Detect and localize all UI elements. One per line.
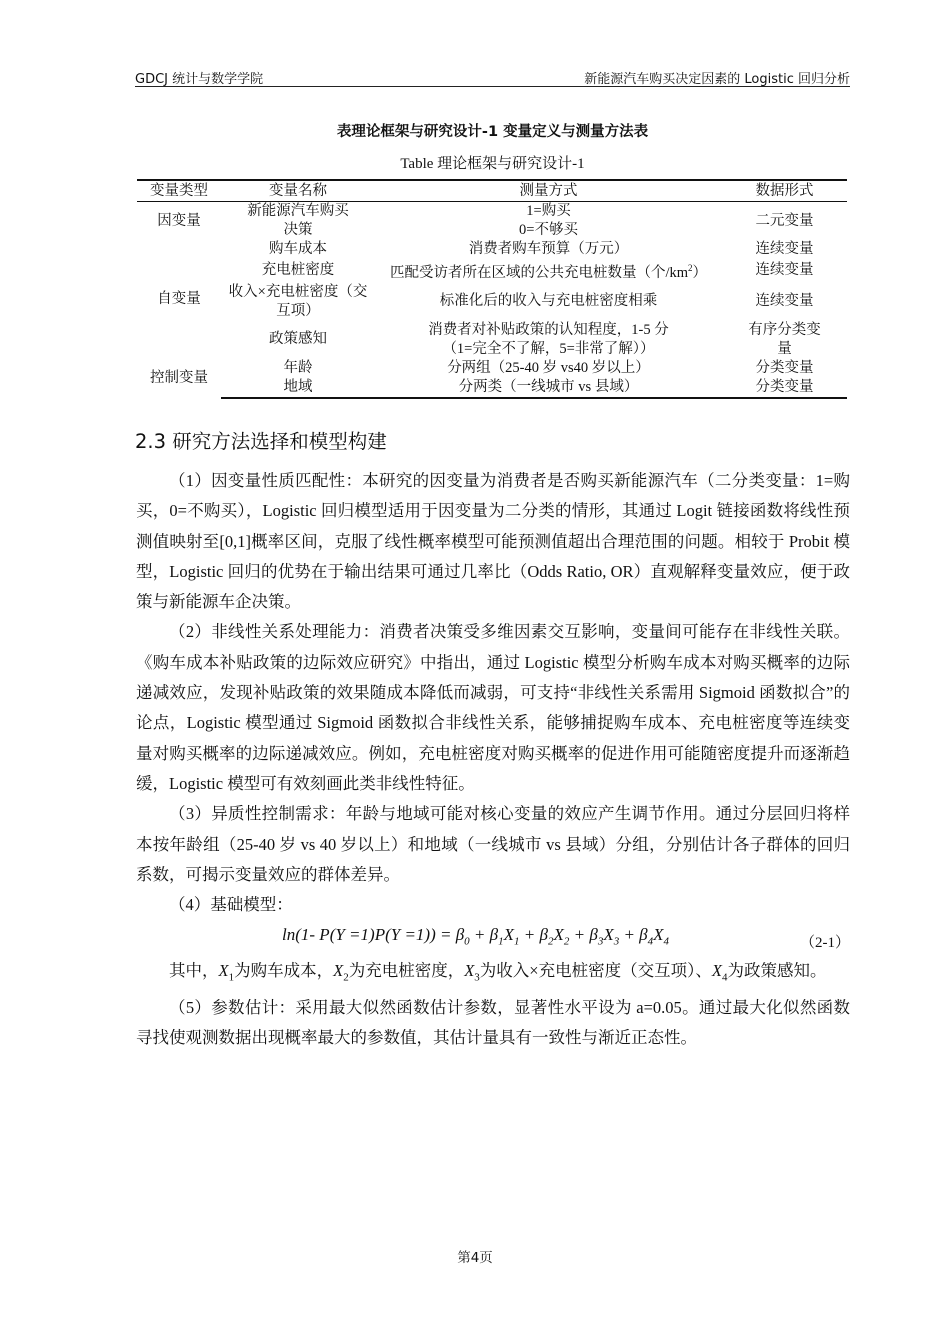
paragraph [136, 956, 850, 993]
variable: X [333, 961, 344, 981]
section-heading: 2.3 研究方法选择和模型构建 [135, 430, 387, 453]
subscript: 3 [474, 971, 480, 984]
text-run: 为收入×充电桩密度（交互项）、 [479, 961, 712, 981]
table-caption-en: Table 理论框架与研究设计-1 [400, 156, 585, 172]
variable: X [218, 961, 229, 981]
variable: X [464, 961, 475, 981]
table-cell: 控制变量 [150, 369, 208, 386]
table-cell [375, 202, 722, 241]
cell-text: 新能源汽车购买决策 [247, 203, 349, 238]
table-cell [221, 202, 375, 241]
table-cell [375, 259, 722, 283]
table-row [137, 283, 847, 321]
table-cell: 地域 [221, 378, 375, 398]
equation-number: （2-1） [800, 935, 850, 952]
eq-term: + β [469, 925, 499, 945]
eq-var: X [503, 925, 515, 945]
subscript: 1 [228, 971, 235, 984]
eq-sub: 3 [613, 935, 620, 948]
eq-sub: 1 [514, 935, 520, 948]
page-header [135, 66, 850, 87]
variable: X [711, 961, 722, 981]
table-header-cell: 数据形式 [722, 180, 847, 202]
table-cell: 分类变量 [755, 359, 814, 376]
paragraph: （1）因变量性质匹配性：本研究的因变量为消费者是否购买新能源汽车（二分类变量：1=购买，0=不购买），Logistic 回归模型适用于因变量为二分类的情形，其通过 Logit 链接函数将线性预测值映射至[0,1]概率区间，克服了线性概率模型可能预测值超出合理范围的问题。相较于 Probit 模型，Logistic 回归的优势在于输出结果可通过几率比（Odds Ratio, OR）直观解释变量效应，便于政策与新能源车企决策。 [136, 471, 850, 612]
table-header-row [137, 180, 847, 202]
table-cell: 充电桩密度 [261, 262, 335, 279]
eq-sub: 3 [597, 935, 604, 948]
table-cell: 因变量 [157, 212, 201, 229]
header-right: 新能源汽车购买决定因素的 Logistic 回归分析 [584, 72, 850, 87]
cell-text: ） [692, 264, 708, 281]
table-cell [375, 321, 722, 359]
variable-table [137, 179, 847, 399]
text-run: 其中， [169, 961, 219, 981]
cell-line: 1=购买 [526, 203, 571, 219]
table-row [137, 202, 847, 241]
eq-var: X [553, 925, 564, 945]
cell-text: 匹配受访者所在区域的公共充电桩数量（个/km [389, 264, 689, 281]
table-cell: 二元变量 [755, 212, 814, 229]
eq-sub: 4 [663, 935, 670, 948]
equation-2-1 [136, 920, 850, 956]
body-text [136, 466, 850, 1054]
table-row [137, 321, 847, 359]
eq-term: + β [519, 925, 548, 945]
subscript: 2 [343, 971, 349, 984]
cell-superscript: 2 [688, 263, 693, 273]
eq-term: + β [619, 925, 648, 945]
eq-ln: ln [282, 925, 296, 945]
cell-line: 0=不够买 [519, 222, 578, 238]
table-header-cell: 测量方式 [375, 180, 722, 202]
paragraph: （4）基础模型： [169, 895, 293, 915]
text-run: 为购车成本， [234, 961, 334, 981]
table-cell: 连续变量 [755, 293, 814, 310]
cell-line: 消费者对补贴政策的认知程度，1-5 分 [428, 321, 669, 338]
paragraph: （3）异质性控制需求：年龄与地域可能对核心变量的效应产生调节作用。通过分层回归将样本按年龄组（25-40 岁 vs 40 岁以上）和地域（一线城市 vs 县域）分组，分别估计各子群体的回归系数，可揭示变量效应的群体差异。 [136, 804, 850, 884]
paragraph: （2）非线性关系处理能力：消费者决策受多维因素交互影响，变量间可能存在非线性关联。《购车成本补贴政策的边际效应研究》中指出，通过 Logistic 模型分析购车成本对购买概率的边际递减效应，发现补贴政策的效果随成本降低而减弱，可支持“非线性关系需用 Sigmoid 函数拟合”的论点，Logistic 模型通过 Sigmoid 函数拟合非线性关系，能够捕捉购车成本、充电桩密度等连续变量对购买概率的边际递减效应。例如，充电桩密度对购买概率的促进作用可能随密度提升而逐渐趋缓，Logistic 模型可有效刻画此类非线性特征。 [136, 622, 850, 793]
eq-sub: 0 [464, 935, 470, 948]
eq-sub: 2 [563, 935, 570, 948]
table-cell: 连续变量 [755, 262, 814, 279]
table-cell: 购车成本 [269, 241, 327, 257]
cell-text: 收入×充电桩密度（交互项） [228, 283, 368, 319]
table-row [137, 359, 847, 378]
table-cell: 分类变量 [722, 378, 847, 398]
table-cell: 消费者购车预算（万元） [468, 241, 629, 257]
page-number: 第4页 [457, 1250, 493, 1266]
table-cell [722, 321, 847, 359]
text-run: 为政策感知。 [727, 961, 827, 981]
table-header-cell: 变量类型 [137, 180, 221, 202]
cell-line: （1=完全不了解，5=非常了解）） [442, 340, 655, 357]
eq-term: + β [569, 925, 598, 945]
table-cell: 分两类（一线城市 vs 县域） [375, 378, 722, 398]
text-run: 为充电桩密度， [348, 961, 465, 981]
table-cell: 连续变量 [755, 241, 814, 257]
table-cell: 自变量 [157, 290, 201, 307]
equation-formula [282, 920, 669, 956]
table-header-cell: 变量名称 [221, 180, 375, 202]
paragraph: （5）参数估计：采用最大似然函数估计参数，显著性水平设为 a=0.05。通过最大化似然函数寻找使观测数据出现概率最大的参数值，其估计量具有一致性与渐近正态性。 [136, 998, 850, 1048]
cell-text: 有序分类变量 [748, 321, 821, 357]
table-caption-cn: 表理论框架与研究设计-1 变量定义与测量方法表 [336, 124, 649, 140]
subscript: 4 [721, 971, 728, 984]
table-cell: 标准化后的收入与充电桩密度相乘 [439, 293, 658, 310]
table-cell: 年龄 [283, 359, 313, 376]
table-row [137, 240, 847, 259]
header-left: GDCJ 统计与数学学院 [135, 72, 264, 87]
eq-sub: 1 [498, 935, 504, 948]
eq-sub: 4 [647, 935, 654, 948]
table-row [137, 378, 847, 398]
eq-var: X [603, 925, 614, 945]
table-cell: 分两组（25-40 岁 vs40 岁以上） [447, 359, 650, 376]
table-row [137, 259, 847, 283]
eq-sub: 2 [547, 935, 554, 948]
table-cell [221, 283, 375, 321]
eq-body: (1- P(Y =1)P(Y =1)) = β [295, 925, 465, 945]
eq-var: X [653, 925, 664, 945]
table-cell: 政策感知 [269, 331, 327, 348]
